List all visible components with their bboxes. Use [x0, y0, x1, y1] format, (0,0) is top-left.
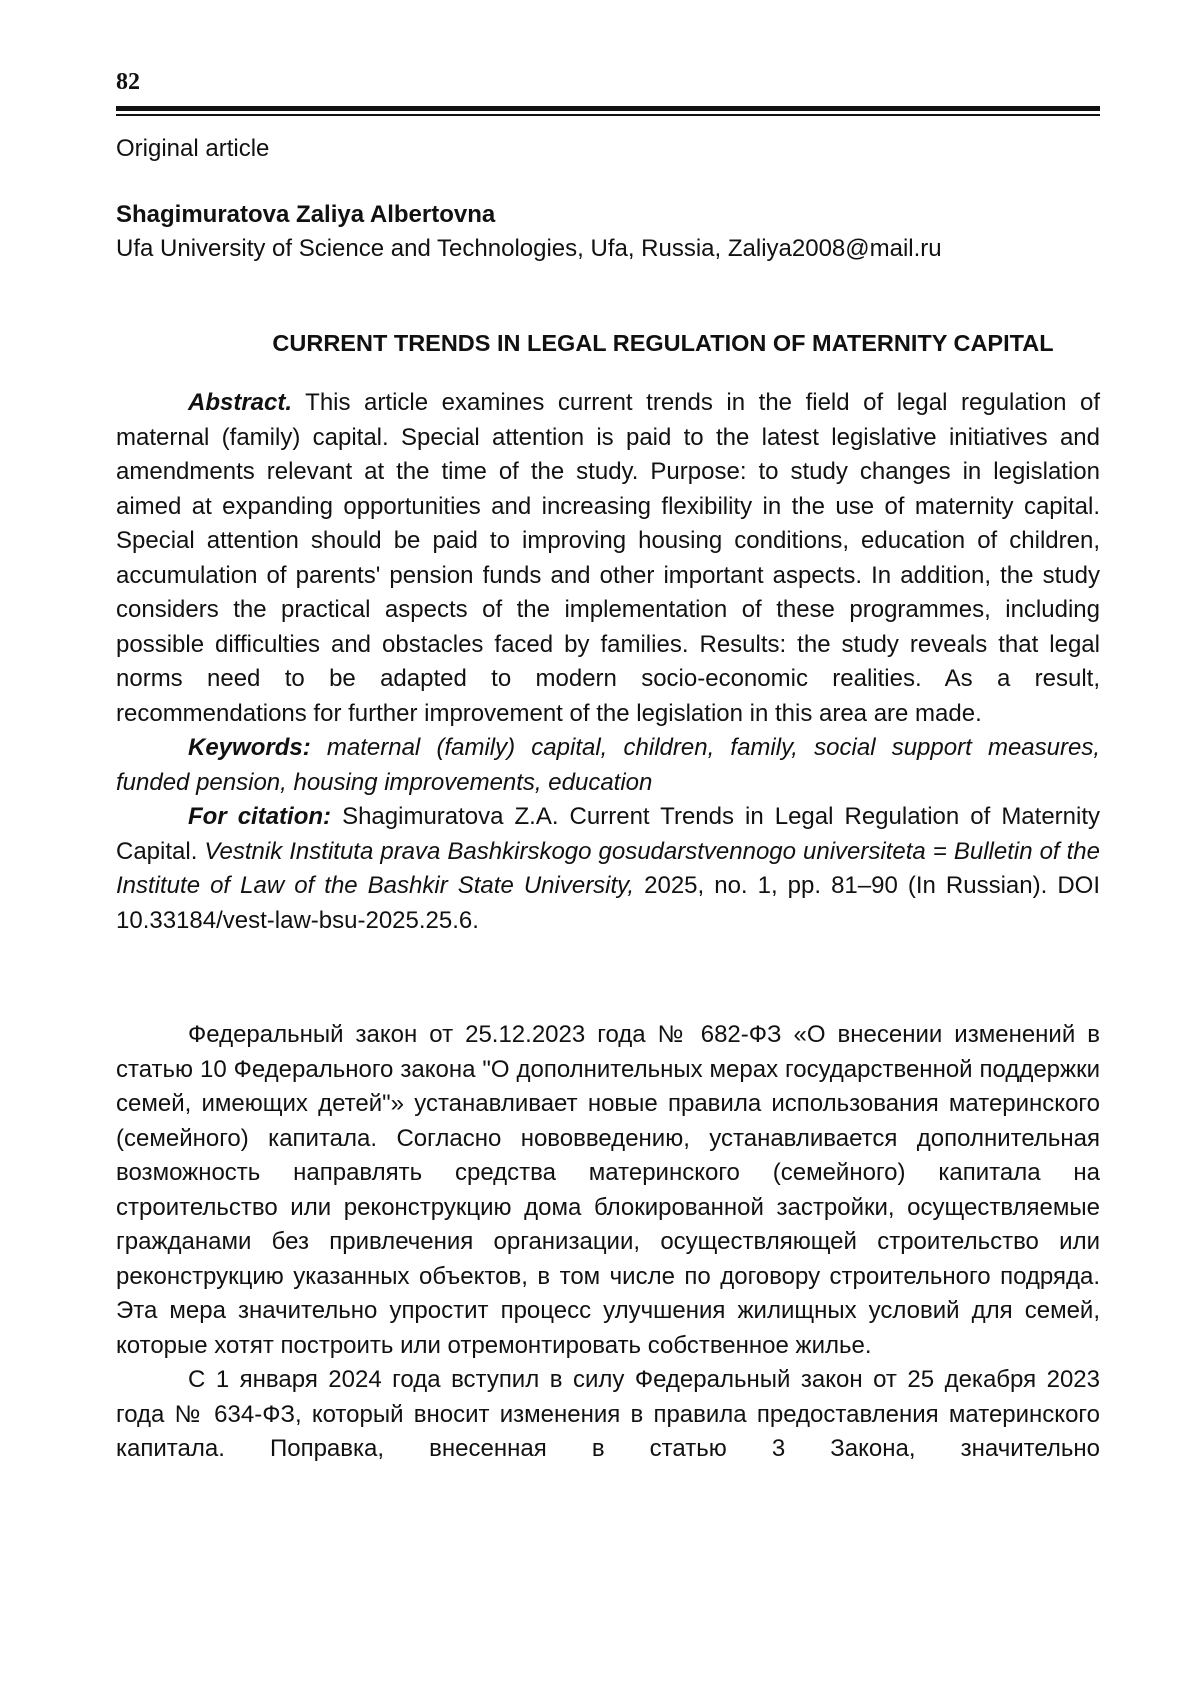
- abstract-block: [116, 386, 1100, 938]
- body-paragraph-1: Федеральный закон от 25.12.2023 года № 682-ФЗ «О внесении изменений в статью 10 Федерального закона "О дополнительных мерах государственной поддержки семей, имеющих детей"» устанавливает новые правила использования материнского (семейного) капитала. Согласно нововведению, устанавливается дополнительная возможность направлять средства материнского (семейного) капитала на строительство или реконструкцию дома блокированной застройки, осуществляемые гражданами без привлечения организации, осуществляющей строительство или реконструкцию указанных объектов, в том числе по договору строительного подряда. Эта мера значительно упростит процесс улучшения жилищных условий для семей, которые хотят построить или отремонтировать собственное жилье.: [116, 1021, 1100, 1359]
- abstract-paragraph: [116, 386, 1100, 731]
- abstract-text: This article examines current trends in the field of legal regulation of maternal (family) capital. Special attention is paid to the latest legislative initiatives and amendments relevant at the time of the study. Purpose: to study changes in legislation aimed at expanding opportunities and increasing flexibility in the use of maternity capital. Special attention should be paid to improving housing conditions, education of children, accumulation of parents' pension funds and other important aspects. In addition, the study considers the practical aspects of the implementation of these programmes, including possible difficulties and obstacles faced by families. Results: the study reveals that legal norms need to be adapted to modern socio-economic realities. As a result, recommendations for further improvement of the legislation in this area are made.: [116, 389, 1100, 727]
- abstract-label: Abstract.: [188, 389, 293, 416]
- article-title: CURRENT TRENDS IN LEGAL REGULATION OF MATERNITY CAPITAL: [272, 330, 1054, 356]
- keywords-text: maternal (family) capital, children, family, social support measures, funded pension, housing improvements, education: [116, 734, 1100, 796]
- keywords-paragraph: [116, 731, 1100, 800]
- citation-label: For citation:: [188, 803, 332, 830]
- header-rule-thin: [116, 114, 1100, 116]
- header-rule-thick: [116, 106, 1100, 111]
- citation-text-after: 2025, no. 1, pp. 81–90 (In Russian). DOI 10.33184/vest-law-bsu-2025.25.6.: [116, 872, 1100, 934]
- citation-text-before: Shagimuratova Z.A. Current Trends in Legal Regulation of Maternity Capital.: [116, 803, 1101, 865]
- body-text: [116, 1018, 1100, 1467]
- article-type: Original article: [116, 135, 270, 162]
- citation-journal: Vestnik Instituta prava Bashkirskogo gosudarstvennogo universiteta = Bulletin of the Institute of Law of the Bashkir State University,: [116, 837, 1100, 899]
- citation-paragraph: [116, 800, 1100, 938]
- keywords-label: Keywords:: [188, 734, 311, 761]
- author-name: Shagimuratova Zaliya Albertovna: [116, 201, 496, 228]
- document-page: [116, 68, 1100, 1467]
- body-paragraph-2: С 1 января 2024 года вступил в силу Федеральный закон от 25 декабря 2023 года № 634-ФЗ, который вносит изменения в правила предоставления материнского капитала. Поправка, внесенная в статью 3 Закона, значительно: [116, 1366, 1100, 1462]
- page-number: 82: [116, 69, 140, 95]
- author-affiliation: Ufa University of Science and Technologies, Ufa, Russia, Zaliya2008@mail.ru: [116, 235, 942, 262]
